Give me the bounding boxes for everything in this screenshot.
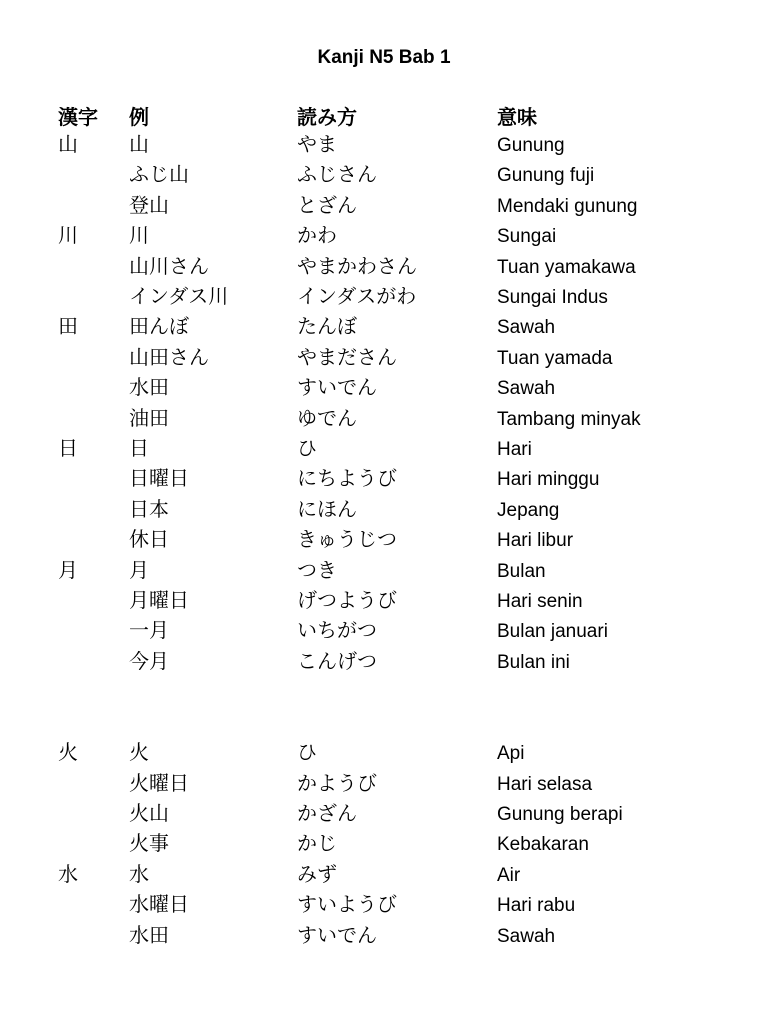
cell-meaning: Hari	[497, 439, 532, 460]
cell-reading: きゅうじつ	[297, 527, 397, 552]
cell-meaning: Tuan yamada	[497, 347, 613, 369]
cell-reading: ゆでん	[297, 405, 357, 430]
cell-meaning: Hari libur	[497, 530, 574, 552]
cell-kanji: 田	[58, 314, 78, 339]
table-row	[0, 343, 768, 373]
cell-meaning: Api	[497, 743, 525, 765]
cell-meaning: Gunung	[497, 135, 565, 156]
cell-kanji: 水	[58, 861, 78, 886]
table-row	[0, 556, 768, 586]
cell-meaning: Air	[497, 864, 521, 886]
table-row	[0, 738, 768, 768]
cell-example: 水田	[129, 375, 169, 400]
cell-reading: いちがつ	[297, 618, 377, 643]
table-row	[0, 373, 768, 403]
cell-meaning: Hari senin	[497, 591, 583, 612]
cell-reading: やま	[297, 132, 337, 156]
cell-meaning: Gunung berapi	[497, 804, 623, 825]
cell-example: 月	[129, 557, 149, 582]
cell-example: 水曜日	[129, 892, 189, 917]
cell-example: 田んぼ	[129, 314, 189, 339]
cell-reading: にほん	[297, 496, 357, 521]
cell-example: 登山	[129, 192, 169, 217]
cell-kanji: 火	[58, 740, 78, 765]
cell-meaning: Kebakaran	[497, 834, 589, 856]
cell-reading: すいでん	[297, 375, 377, 400]
cell-meaning: Jepang	[497, 499, 560, 521]
cell-reading: かじ	[297, 831, 337, 856]
cell-kanji: 山	[58, 132, 78, 156]
cell-reading: やまかわさん	[297, 253, 417, 278]
cell-example: 今月	[129, 648, 169, 673]
cell-reading: すいでん	[297, 922, 377, 947]
header-example: 例	[129, 105, 149, 129]
cell-example: 火山	[129, 801, 169, 825]
cell-reading: すいようび	[297, 892, 397, 917]
cell-reading: みず	[297, 861, 337, 886]
header-meaning: 意味	[497, 105, 537, 129]
cell-meaning: Tambang minyak	[497, 408, 641, 430]
cell-meaning: Hari minggu	[497, 469, 600, 491]
cell-example: 水田	[129, 922, 169, 947]
table-row	[0, 221, 768, 251]
table-row	[0, 525, 768, 555]
cell-example: 日曜日	[129, 466, 189, 491]
table-row	[0, 829, 768, 859]
cell-reading: ひ	[297, 740, 317, 765]
cell-meaning: Hari rabu	[497, 895, 576, 917]
cell-example: 油田	[129, 405, 169, 430]
table-row	[0, 586, 768, 616]
table-row	[0, 890, 768, 920]
cell-kanji: 月	[58, 557, 78, 582]
cell-example: 山田さん	[129, 344, 209, 369]
cell-reading: やまださん	[297, 344, 397, 369]
cell-example: 火曜日	[129, 770, 189, 795]
cell-reading: かざん	[297, 801, 357, 825]
cell-reading: たんぼ	[297, 314, 357, 339]
table-row	[0, 769, 768, 799]
cell-meaning: Sawah	[497, 378, 556, 400]
cell-meaning: Sawah	[497, 317, 556, 339]
table-row	[0, 647, 768, 677]
table-row	[0, 282, 768, 312]
cell-meaning: Tuan yamakawa	[497, 256, 636, 278]
table-row	[0, 799, 768, 829]
cell-meaning: Hari selasa	[497, 773, 593, 795]
cell-meaning: Gunung fuji	[497, 165, 595, 187]
cell-reading: インダスがわ	[297, 284, 417, 308]
table-row	[0, 404, 768, 434]
cell-meaning: Bulan	[497, 560, 546, 582]
cell-meaning: Bulan januari	[497, 621, 608, 643]
table-row	[0, 921, 768, 951]
cell-reading: こんげつ	[297, 648, 377, 673]
cell-reading: げつようび	[297, 588, 397, 612]
cell-meaning: Mendaki gunung	[497, 195, 638, 217]
cell-kanji: 川	[58, 223, 78, 248]
cell-reading: つき	[297, 557, 337, 582]
table-row	[0, 130, 768, 160]
header-reading: 読み方	[297, 105, 357, 129]
cell-example: 火事	[129, 831, 169, 856]
cell-reading: ふじさん	[297, 162, 377, 187]
table-row	[0, 434, 768, 464]
cell-meaning: Sawah	[497, 925, 556, 947]
table-row	[0, 464, 768, 494]
cell-reading: かようび	[297, 770, 377, 795]
table-row	[0, 160, 768, 190]
cell-reading: ひ	[297, 436, 317, 460]
cell-example: ふじ山	[129, 162, 189, 187]
cell-reading: とざん	[297, 192, 357, 217]
cell-example: 火	[129, 740, 149, 765]
cell-kanji: 日	[58, 436, 78, 460]
header-kanji: 漢字	[58, 105, 98, 129]
table-row	[0, 312, 768, 342]
cell-meaning: Sungai	[497, 226, 557, 248]
table-row	[0, 191, 768, 221]
page-title: Kanji N5 Bab 1	[317, 47, 451, 68]
table-row	[0, 252, 768, 282]
cell-example: 川	[129, 223, 149, 248]
cell-example: 日本	[129, 496, 169, 521]
table-row	[0, 616, 768, 646]
cell-example: 山	[129, 132, 149, 156]
table-row	[0, 495, 768, 525]
cell-reading: かわ	[297, 223, 337, 248]
cell-example: 水	[129, 861, 149, 886]
cell-example: 休日	[129, 527, 169, 552]
cell-meaning: Sungai Indus	[497, 287, 608, 308]
cell-example: 日	[129, 436, 149, 460]
cell-reading: にちようび	[297, 466, 397, 491]
cell-example: 山川さん	[129, 253, 209, 278]
cell-example: 一月	[129, 618, 169, 643]
cell-example: 月曜日	[129, 588, 189, 612]
cell-example: インダス川	[129, 284, 229, 308]
cell-meaning: Bulan ini	[497, 651, 570, 673]
table-row	[0, 860, 768, 890]
